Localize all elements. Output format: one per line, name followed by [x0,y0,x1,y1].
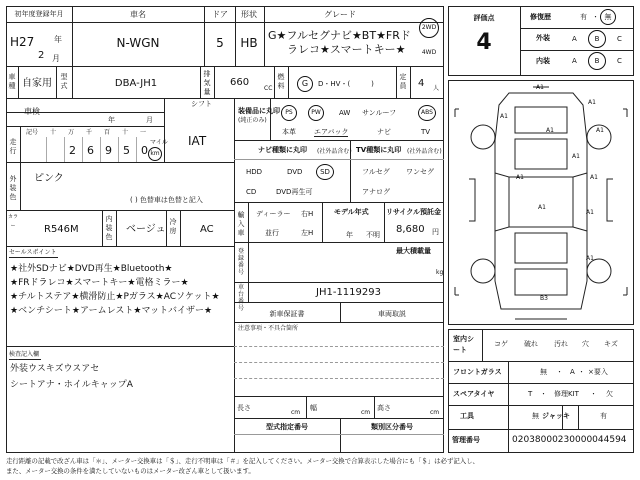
odometer-digit-5: 0 [141,144,148,157]
seat-item: 破れ [524,340,538,348]
glass-a: A [570,368,575,376]
displacement-label: 排気量 [203,70,211,96]
color-code-label: カラー [8,214,19,229]
recycle-value: 8,680 [396,224,425,235]
repair-label: 修復歴 [530,13,551,21]
jack-label: ジャッキ [542,412,570,420]
chassis-value: JH1-1119293 [316,287,381,298]
exterior-a: A [572,35,577,43]
odometer-header-2: 万 [68,129,75,136]
capacity-value: 4 [418,78,425,89]
shift-label: シフト [191,100,212,108]
tools-value: 無 [532,412,539,420]
length-unit: cm [291,409,301,416]
import-dealer: ディーラー [256,210,291,218]
displacement-value: 660 [230,77,250,88]
exterior-c: C [617,35,622,43]
grade-label: グレード [324,10,356,19]
notes-label: 注意事項・不具合箇所 [238,325,299,332]
inspection-month: 月 [146,116,153,124]
navi-sub: (社外品含む) [317,148,352,155]
width-label: 幅 [310,404,317,412]
inspector-note-line: 外装ウスキズウスアセ [10,364,100,374]
use-value: 自家用 [22,78,52,89]
odometer-header-1: 十 [50,129,57,136]
height-unit: cm [430,409,440,416]
damage-code: A1 [546,127,554,134]
odometer-digit-2: 6 [87,144,94,157]
grade-line-1: G★フルセグナビ★BT★FRド [268,29,411,42]
glass-label: フロントガラス [453,368,502,376]
tools-label: 工具 [460,412,474,420]
odometer-header-4: 百 [104,129,111,136]
footer-line-2: また、メーター交換の条件を満たしていないものはメーター改ざん車として扱います。 [6,467,255,475]
import-parallel: 並行 [265,229,279,237]
damage-code: A1 [536,84,544,91]
navi-sd-circled: SD [316,164,334,180]
sales-point-line: ★FRドラレコ★スマートキー★電格ミラー★ [10,278,189,288]
spare-missing: 欠 [606,390,613,398]
exterior-label: 外装 [536,34,550,42]
damage-code: A1 [586,209,594,216]
odometer-label: 走行 [9,138,17,155]
damage-code: A1 [588,99,596,106]
damage-code: A1 [572,153,580,160]
first-reg-month: 2 [38,50,45,61]
recycle-unit: 円 [432,228,439,236]
footer-line-1: 走行距離の記載で改ざん車は「＊」、メーター交換車は「＄」、走行不明車は「＃」を記入してください。メーター交換で合算表示した場合にも「＄」は必ず記入し、 [6,457,479,465]
km-unit-circled: km [148,147,162,161]
repair-separator: ・ [592,13,599,21]
fuel-other: D・HV・( ) [318,80,374,88]
spare-separator: ・ [540,390,547,398]
drive-4wd: 4WD [421,49,437,56]
length-label: 長さ [237,404,251,412]
tv-fullseg: フルセグ [362,168,390,176]
max-load-unit: kg [436,269,444,276]
cc-unit: CC [264,85,273,92]
inspection-year: 年 [108,116,115,124]
inspector-label: 検査記入欄 [9,351,40,358]
seat-item: 穴 [582,340,589,348]
interior-b-circled: B [588,52,606,70]
navi-hdd: HDD [246,168,263,176]
model-year-label: モデル年式 [334,208,369,216]
ac-label: 冷房 [169,218,177,235]
tv-label: TV種類に丸印 [356,146,402,154]
options-sub: (純正のみ) [238,117,267,124]
damage-code: A1 [516,174,524,181]
mgmt-value: 02038000230000044594 [512,435,627,445]
color-value: ピンク [34,173,64,184]
color-note: ( ) 色替車は色替と記入 [130,196,203,204]
body-shape: HB [240,36,258,50]
repair-yes: 有 [580,13,587,21]
max-load-label: 最大積載量 [396,247,431,255]
damage-code: A1 [596,127,604,134]
vehicle-manual: 車両取説 [378,310,406,318]
option-row2-3: TV [421,128,431,136]
odometer-digit-4: 5 [123,144,130,157]
type-label: 型式 [60,73,68,90]
jack-value: 有 [600,412,607,420]
year-label: 初年度登録年月 [14,10,64,18]
options-label: 装備品に丸印 [238,107,280,115]
year-unit: 年 [54,35,62,44]
spare-label: スペアタイヤ [453,390,495,398]
seat-label: 室内シート [453,335,474,354]
seat-item: キズ [604,340,618,348]
shift-value: IAT [188,134,207,148]
odometer-digit-1: 2 [69,144,76,157]
glass-separator: ・ [556,368,563,376]
interior-a: A [572,57,577,65]
month-unit: 月 [52,54,60,63]
inspector-note-line: シートアナ・ホイルキャップA [10,380,133,390]
option-row2-2: ナビ [377,128,391,136]
ac-value: AC [200,224,214,235]
option-pw-circled: PW [308,105,324,121]
spare-separator-2: ・ [590,390,597,398]
import-left: 左H [301,229,314,237]
recycle-label: リサイクル預託金 [386,208,442,216]
grade-line-2: ラレコ★スマートキー★ [287,43,406,56]
tv-oneseg: ワンセグ [406,168,434,176]
navi-dvd: DVD [287,168,303,176]
mgmt-label: 管理番号 [452,436,480,444]
damage-code: A1 [538,204,546,211]
glass-none: 無 [540,368,547,376]
first-reg-year: H27 [10,35,35,49]
tv-sub: (社外品含む) [407,148,442,155]
navi-label: ナビ種類に丸印 [258,146,307,154]
door-label: ドア [212,10,228,19]
option-abs-circled: ABS [418,105,436,121]
score-value: 4 [476,30,492,55]
damage-code: B3 [540,295,548,302]
repair-no-circled: 無 [600,9,616,25]
option-airbag: エアバック [314,128,349,136]
navi-cd: CD [246,188,257,196]
spare-t: T [528,390,533,398]
color-code-value: R546M [44,224,79,235]
option-3: サンルーフ [362,109,397,117]
car-name: N-WGN [116,36,160,50]
height-label: 高さ [377,404,391,412]
fuel-gasoline-circled: G [297,76,313,92]
interior-color-value: ベージュ [126,224,166,235]
sales-label: セールスポイント [9,249,57,256]
spare-kit: 修理KIT [554,390,579,398]
glass-separator-2: ・ [578,368,585,376]
exterior-b-circled: B [588,30,606,48]
width-unit: cm [361,409,371,416]
sales-point-line: ★チルトステア★横滑防止★Pガラス★ACソケット★ [10,292,220,302]
navi-dvd-play: DVD再生可 [276,188,313,196]
odometer-header-0: 記号 [26,129,39,136]
inspection-label: 車検 [24,107,40,116]
shape-label: 形状 [241,10,257,19]
new-car-warranty: 新車保証書 [269,310,305,318]
person-unit: 人 [433,85,440,92]
registration-label: 登録番号 [237,248,244,276]
odometer-header-3: 千 [86,129,93,136]
score-label: 評価点 [473,14,495,22]
drive-2wd-circled: 2WD [419,18,439,38]
tv-analog: アナログ [362,188,390,196]
option-ps-circled: PS [281,105,297,121]
option-row2-0: 本革 [282,128,296,136]
door-count: 5 [216,36,224,50]
model-year-unknown: 不明 [366,231,380,239]
color-label: 外装色 [9,175,17,201]
sales-point-line: ★ベンチシート★アームレスト★マットバイザー★ [10,306,213,316]
chassis-label: 車台番号 [237,284,244,312]
interior-color-label: 内装色 [105,215,113,241]
capacity-label: 定員 [399,73,407,90]
odometer-digit-3: 9 [105,144,112,157]
option-2: AW [339,109,351,117]
damage-code: A1 [590,174,598,181]
seat-item: コゲ [494,340,508,348]
sales-point-line: ★社外SDナビ★DVD再生★Bluetooth★ [10,264,173,274]
interior-c: C [617,57,622,65]
glass-replace: ×要入 [588,368,608,376]
damage-code: A1 [586,255,594,262]
name-label: 車名 [130,10,146,19]
type-value: DBA-JH1 [114,78,158,89]
interior-label: 内装 [536,57,550,65]
fuel-label: 燃料 [277,73,285,90]
mile-unit: マイル [150,139,168,146]
odometer-header-6: 一 [140,129,147,136]
odometer-header-5: 十 [122,129,129,136]
car-damage-diagram [449,81,633,324]
import-right: 右H [301,210,314,218]
import-label: 輸入車 [237,211,245,237]
type-no-label: 型式指定番号 [266,423,308,431]
model-year-unit: 年 [346,231,353,239]
damage-code: A1 [500,113,508,120]
use-label: 車種 [8,73,16,90]
seat-item: 汚れ [554,340,568,348]
class-no-label: 類別区分番号 [371,423,413,431]
